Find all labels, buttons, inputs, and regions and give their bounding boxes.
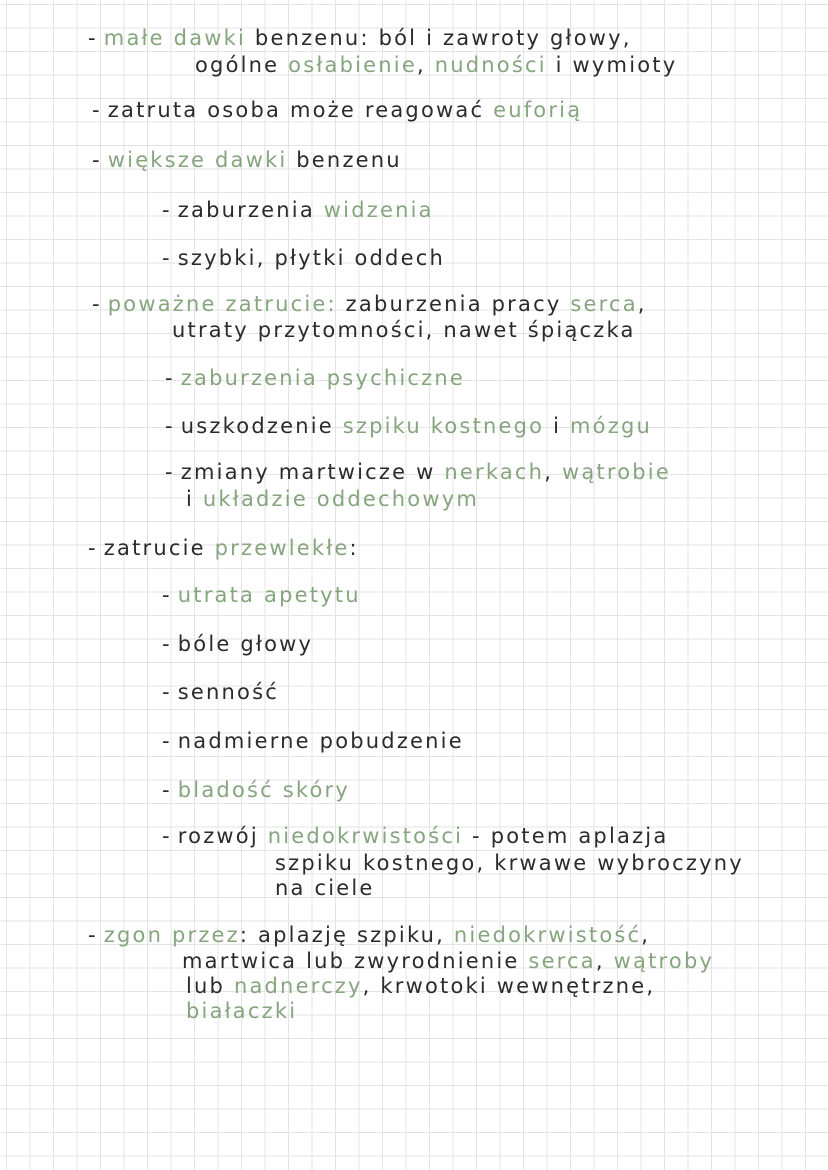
note-line-15 (162, 634, 313, 655)
note-line-14 (162, 585, 361, 606)
bullet-dash: - (92, 98, 102, 122)
highlighted-text: mózgu (570, 414, 652, 438)
note-text: na ciele (275, 876, 375, 900)
note-text: martwica lub zwyrodnienie (182, 949, 529, 973)
note-text: lub (186, 974, 234, 998)
highlighted-text: osłabienie (288, 53, 417, 77)
highlighted-text: nudności (434, 53, 547, 77)
highlighted-text: większe dawki (107, 148, 288, 172)
note-text: zaburzenia pracy (336, 292, 571, 316)
bullet-dash: - (88, 923, 98, 947)
note-line-24 (186, 976, 655, 997)
highlighted-text: nerkach (444, 460, 545, 484)
bullet-dash: - (162, 246, 172, 270)
note-text: zatruta osoba może reagować (107, 98, 494, 122)
note-line-1 (88, 28, 632, 49)
bullet-dash: - (162, 729, 172, 753)
bullet-dash: - (165, 366, 175, 390)
bullet-dash: - (162, 198, 172, 222)
highlighted-text: wątroby (613, 949, 715, 973)
bullet-dash: - (162, 778, 172, 802)
highlighted-text: zaburzenia psychiczne (180, 366, 465, 390)
note-line-21 (275, 878, 375, 899)
note-line-13 (88, 538, 359, 559)
bullet-dash: - (162, 583, 172, 607)
highlighted-text: nadnerczy (233, 974, 363, 998)
note-text: , krwotoki wewnętrzne, (362, 974, 656, 998)
note-text: benzenu (287, 148, 402, 172)
note-text: : aplazję szpiku, (239, 923, 454, 947)
highlighted-text: szpiku kostnego (342, 414, 545, 438)
note-text: , (641, 923, 651, 947)
note-text: benzenu: ból i zawroty głowy, (246, 26, 632, 50)
note-line-6 (162, 248, 445, 269)
highlighted-text: serca (528, 949, 596, 973)
bullet-dash: - (92, 148, 102, 172)
bullet-dash: - (88, 26, 98, 50)
note-line-3 (92, 100, 582, 121)
highlighted-text: zgon przez (103, 923, 240, 947)
note-text: utraty przytomności, nawet śpiączka (172, 318, 636, 342)
highlighted-text: układzie oddechowym (202, 487, 480, 511)
highlighted-text: widzenia (323, 198, 434, 222)
note-text: , (416, 53, 435, 77)
bullet-dash: - (165, 414, 175, 438)
note-text: zaburzenia (177, 198, 324, 222)
note-text: ogólne (195, 53, 289, 77)
bullet-dash: - (88, 536, 98, 560)
bullet-dash: - (162, 680, 172, 704)
note-text: , (544, 460, 562, 484)
note-line-2 (195, 55, 677, 76)
note-line-5 (162, 200, 434, 221)
highlighted-text: białaczki (186, 999, 298, 1023)
note-line-9 (165, 368, 465, 389)
note-text: , (595, 949, 614, 973)
note-text: i (544, 414, 571, 438)
highlighted-text: utrata apetytu (177, 583, 361, 607)
note-text: senność (177, 680, 279, 704)
note-line-23 (182, 951, 714, 972)
note-line-7 (92, 294, 647, 315)
highlighted-text: przewlekłe (214, 536, 350, 560)
highlighted-text: wątrobie (561, 460, 671, 484)
bullet-dash: - (162, 632, 172, 656)
highlighted-text: niedokrwistość (453, 923, 642, 947)
note-line-8 (172, 320, 636, 341)
note-text: zmiany martwicze w (180, 460, 445, 484)
note-text: rozwój (177, 824, 268, 848)
note-text: uszkodzenie (180, 414, 343, 438)
note-line-17 (162, 731, 464, 752)
note-text: nadmierne pobudzenie (177, 729, 464, 753)
note-text: , (637, 292, 647, 316)
note-line-22 (88, 925, 650, 946)
note-line-18 (162, 780, 350, 801)
note-line-10 (165, 416, 652, 437)
note-text: i wymioty (546, 53, 678, 77)
note-text: : (349, 536, 359, 560)
highlighted-text: niedokrwistości (267, 824, 464, 848)
note-line-4 (92, 150, 402, 171)
note-line-25 (186, 1001, 297, 1022)
highlighted-text: euforią (493, 98, 583, 122)
highlighted-text: małe dawki (103, 26, 247, 50)
bullet-dash: - (162, 824, 172, 848)
bullet-dash: - (165, 460, 175, 484)
note-line-11 (165, 462, 671, 483)
note-text: szpiku kostnego, krwawe wybroczyny (275, 851, 744, 875)
highlighted-text: bladość skóry (177, 778, 351, 802)
note-text: zatrucie (103, 536, 215, 560)
note-line-20 (275, 853, 744, 874)
highlighted-text: serca (570, 292, 638, 316)
note-text: bóle głowy (177, 632, 314, 656)
highlighted-text: poważne zatrucie: (107, 292, 337, 316)
bullet-dash: - (92, 292, 102, 316)
note-line-19 (162, 826, 668, 847)
note-text: szybki, płytki oddech (177, 246, 445, 270)
note-text: i (186, 487, 203, 511)
note-text: - potem aplazja (463, 824, 669, 848)
note-line-16 (162, 682, 279, 703)
note-line-12 (186, 489, 479, 510)
